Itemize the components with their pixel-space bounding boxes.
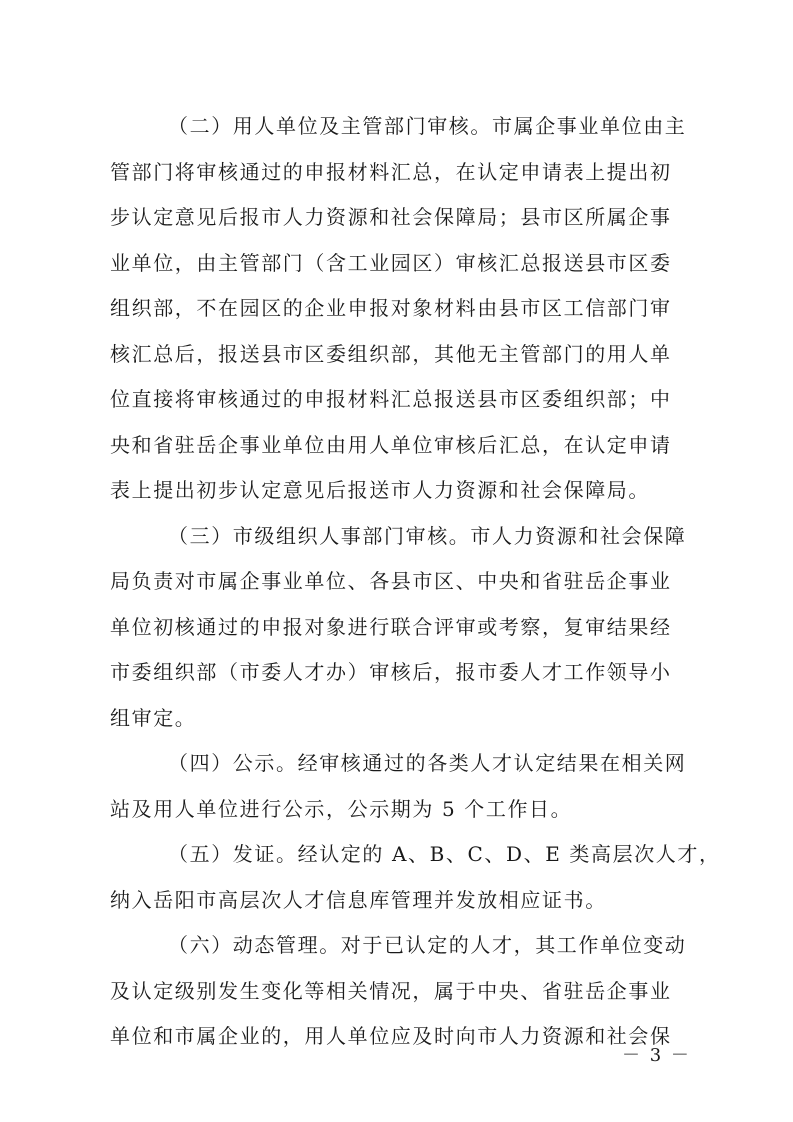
text-line-1: （二）用人单位及主管部门审核。市属企事业单位由主 — [168, 114, 687, 138]
text-line-11: 局负责对市属企事业单位、各县市区、中央和省驻岳企事业 — [110, 569, 672, 593]
text-line-16: 站及用人单位进行公示，公示期为 5 个工作日。 — [110, 796, 573, 821]
text-line-5: 组织部，不在园区的企业申报对象材料由县市区工信部门审 — [110, 296, 672, 320]
document-body — [110, 104, 721, 1060]
text-line-10: （三）市级组织人事部门审核。市人力资源和社会保障 — [168, 523, 687, 548]
text-line-9: 表上提出初步认定意见后报送市人力资源和社会保障局。 — [110, 478, 650, 502]
text-line-21: 单位和市属企业的，用人单位应及时向市人力资源和社会保 — [110, 1024, 672, 1048]
page-number: － 3 － — [622, 1045, 691, 1066]
text-line-17: （五）发证。经认定的 A、B、C、D、E 类高层次人才， — [168, 842, 721, 866]
text-line-2: 管部门将审核通过的申报材料汇总，在认定申请表上提出初 — [110, 159, 672, 184]
text-line-20: 及认定级别发生变化等相关情况，属于中央、省驻岳企事业 — [110, 978, 672, 1003]
text-line-3: 步认定意见后报市人力资源和社会保障局；县市区所属企事 — [110, 205, 672, 229]
text-line-19: （六）动态管理。对于已认定的人才，其工作单位变动 — [168, 933, 687, 957]
text-line-7: 位直接将审核通过的申报材料汇总报送县市区委组织部；中 — [110, 387, 672, 411]
text-line-4: 业单位，由主管部门（含工业园区）审核汇总报送县市区委 — [110, 250, 672, 275]
text-line-14: 组审定。 — [110, 705, 197, 730]
text-line-6: 核汇总后，报送县市区委组织部，其他无主管部门的用人单 — [110, 341, 672, 366]
text-line-15: （四）公示。经审核通过的各类人才认定结果在相关网 — [168, 751, 687, 775]
text-line-12: 单位初核通过的申报对象进行联合评审或考察，复审结果经 — [110, 614, 672, 639]
text-line-13: 市委组织部（市委人才办）审核后，报市委人才工作领导小 — [110, 660, 672, 684]
text-line-8: 央和省驻岳企事业单位由用人单位审核后汇总，在认定申请 — [110, 432, 672, 457]
text-line-18: 纳入岳阳市高层次人才信息库管理并发放相应证书。 — [110, 887, 607, 912]
